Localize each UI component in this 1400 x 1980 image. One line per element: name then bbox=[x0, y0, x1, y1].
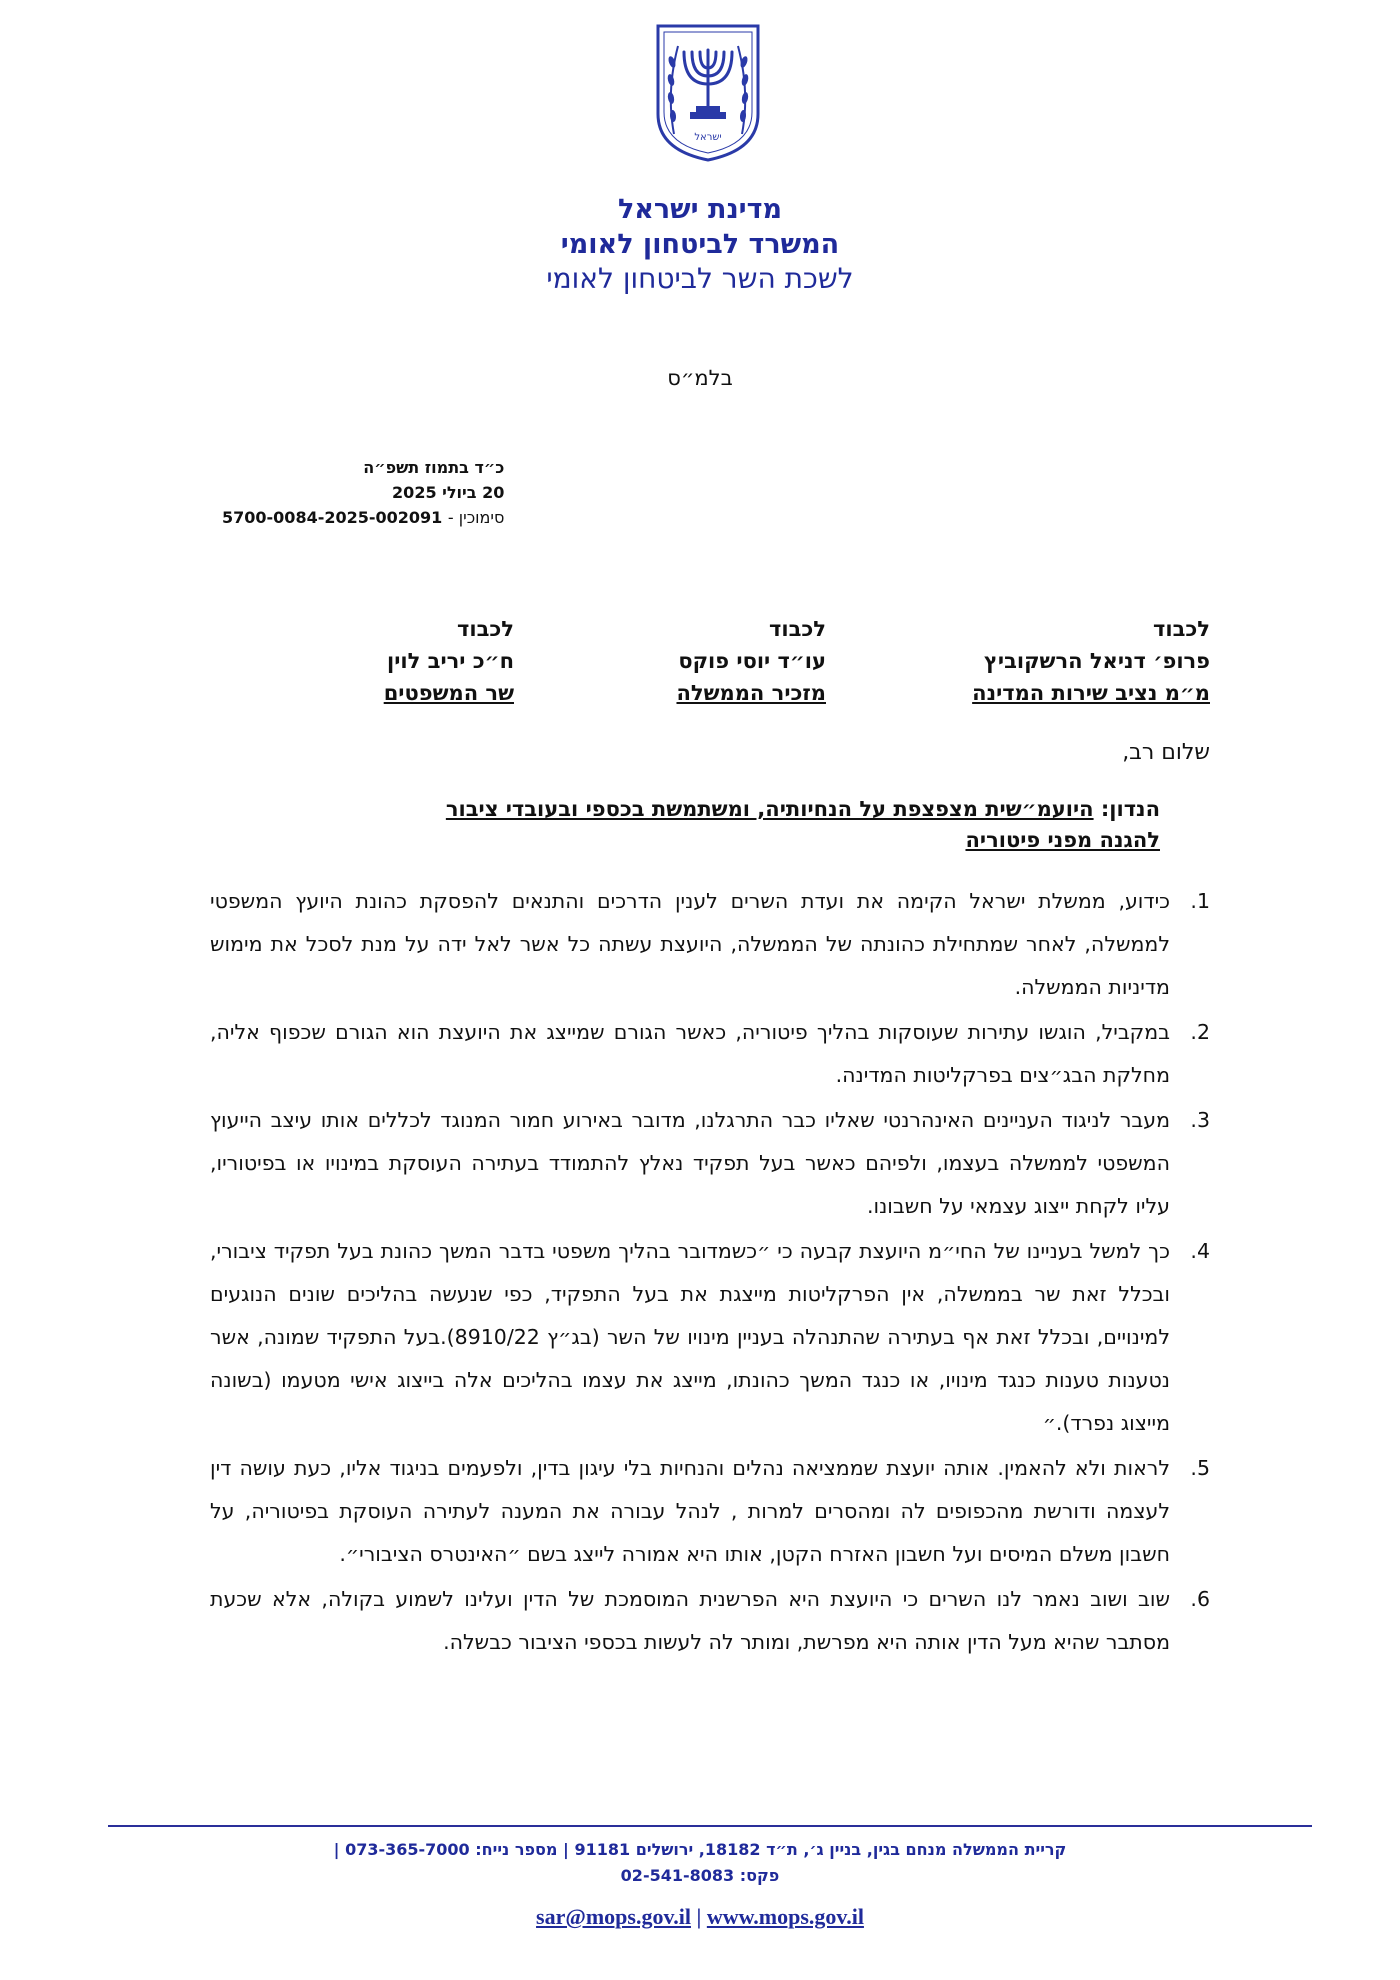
item-text: מעבר לניגוד העניינים האינהרנטי שאליו כבר התרגלנו, מדובר באירוע חמור המנוגד לכללים אותו עיצב הייעוץ המשפטי לממשלה בעצמו, ולפיהם כאשר בעל תפקיד נאלץ להתמודד בעתירה העוסקת במינויו או בפיטוריו, עליו לקחת ייצוג עצמאי על חשבונו. bbox=[210, 1108, 1170, 1218]
website-link[interactable]: www.mops.gov.il bbox=[706, 1904, 864, 1929]
greeting: שלום רב, bbox=[1122, 740, 1210, 765]
item-number: 6. bbox=[1190, 1587, 1210, 1611]
item-number: 2. bbox=[1190, 1020, 1210, 1044]
item-text: במקביל, הוגשו עתירות שעוסקות בהליך פיטוריה, כאשר הגורם שמייצג את היועצת הוא הגורם שכפוף אליה, מחלקת הבג״צים בפרקליטות המדינה. bbox=[210, 1020, 1170, 1087]
gregorian-date: 20 ביולי 2025 bbox=[392, 483, 505, 502]
list-item bbox=[210, 880, 1210, 1009]
addressee-name: ח״כ יריב לוין bbox=[387, 649, 514, 673]
addressee-salutation: לכבוד bbox=[1153, 617, 1210, 641]
item-number: 3. bbox=[1190, 1108, 1210, 1132]
email-link[interactable]: sar@mops.gov.il bbox=[536, 1904, 691, 1929]
item-number: 4. bbox=[1190, 1239, 1210, 1263]
footer-fax: פקס: 02-541-8083 bbox=[620, 1866, 780, 1885]
item-number: 1. bbox=[1190, 889, 1210, 913]
list-item bbox=[210, 1230, 1210, 1445]
list-item bbox=[210, 1011, 1210, 1097]
item-text: כך למשל בעניינו של החי״מ היועצת קבעה כי ״כשמדובר בהליך משפטי בדבר המשך כהונת בעל תפקיד ציבורי, ובכלל זאת שר בממשלה, אין הפרקליטות מייצגת את בעל התפקיד, כפי שנעשה בהליכים שונים הנוגעים למינויים, ובכלל זאת אף בעתירה שהתנהלה בעניין מינויו של השר (בג״ץ 8910/22).בעל התפקיד שמונה, אשר נטענות טענות כנגד מינויו, או כנגד המשך כהונתו, מייצג את עצמו בהליכים אלה בייצוג אישי מטעמו (בשונה מייצוג נפרד).״ bbox=[210, 1239, 1170, 1435]
footer-links bbox=[0, 1904, 1400, 1930]
footer-divider bbox=[108, 1825, 1312, 1827]
addressee-title: מ״מ נציב שירות המדינה bbox=[972, 681, 1210, 705]
subject-text: היועמ״שית מצפצפת על הנחיותיה, ומשתמשת בכספי ובעובדי ציבור להגנה מפני פיטוריה bbox=[445, 797, 1160, 852]
addressee-block bbox=[870, 613, 1210, 709]
addressee-name: פרופ׳ דניאל הרשקוביץ bbox=[984, 649, 1210, 673]
body-items bbox=[210, 880, 1210, 1666]
addressee-title: מזכיר הממשלה bbox=[676, 681, 826, 705]
item-number: 5. bbox=[1190, 1456, 1210, 1480]
item-text: לראות ולא להאמין. אותה יועצת שממציאה נהלים והנחיות בלי עיגון בדין, ולפעמים בניגוד אליו, כעת עושה דין לעצמה ודורשת מהכפופים לה ומהסרים למרות , לנהל עבורה את המענה לעתירה העוסקת בפיטוריה, על חשבון משלם המיסים ועל חשבון האזרח הקטן, אותו היא אמורה לייצג בשם ״האינטרס הציבורי״. bbox=[210, 1456, 1170, 1566]
addressee-block bbox=[234, 613, 514, 709]
subject-label: הנדון: bbox=[1100, 797, 1160, 821]
addressee-title: שר המשפטים bbox=[383, 681, 514, 705]
state-emblem-icon bbox=[652, 22, 764, 164]
hebrew-date: כ״ד בתמוז תשפ״ה bbox=[363, 458, 505, 477]
header-ministry-name: המשרד לביטחון לאומי bbox=[560, 229, 840, 260]
item-text: שוב ושוב נאמר לנו השרים כי היועצת היא הפרשנית המוסמכת של הדין ועלינו לשמוע בקולה, אלא שכעת מסתבר שהיא מעל הדין אותה היא מפרשת, ומותר לה לעשות בכספי הציבור כבשלה. bbox=[210, 1587, 1170, 1654]
emblem-caption: ישראל bbox=[694, 132, 722, 143]
letter-meta bbox=[222, 455, 504, 530]
reference-number: 5700-0084-2025-002091 bbox=[222, 508, 443, 527]
addressee-salutation: לכבוד bbox=[457, 617, 514, 641]
item-text: כידוע, ממשלת ישראל הקימה את ועדת השרים לענין הדרכים והתנאים להפסקת כהונת היועץ המשפטי לממשלה, לאחר שמתחילת כהונתה של הממשלה, היועצת עשתה כל אשר לאל ידה על מנת לסכל את מימוש מדיניות הממשלה. bbox=[210, 889, 1170, 999]
reference-label: סימוכין - bbox=[447, 508, 505, 527]
list-item bbox=[210, 1099, 1210, 1228]
footer-separator: | bbox=[696, 1904, 702, 1929]
addressee-block bbox=[546, 613, 826, 709]
header-office-name: לשכת השר לביטחון לאומי bbox=[546, 262, 854, 295]
subject-line bbox=[400, 794, 1160, 856]
addressee-name: עו״ד יוסי פוקס bbox=[678, 649, 826, 673]
list-item bbox=[210, 1447, 1210, 1576]
reference-line bbox=[222, 505, 504, 530]
addressee-salutation: לכבוד bbox=[769, 617, 826, 641]
list-item bbox=[210, 1578, 1210, 1664]
classification-label: בלמ״ס bbox=[667, 366, 733, 390]
header-state-name: מדינת ישראל bbox=[617, 194, 783, 225]
footer-address: קריית הממשלה מנחם בגין, בניין ג׳, ת״ד 18182, ירושלים 91181 | מספר נייח: 073-365-7000 | bbox=[333, 1840, 1067, 1859]
